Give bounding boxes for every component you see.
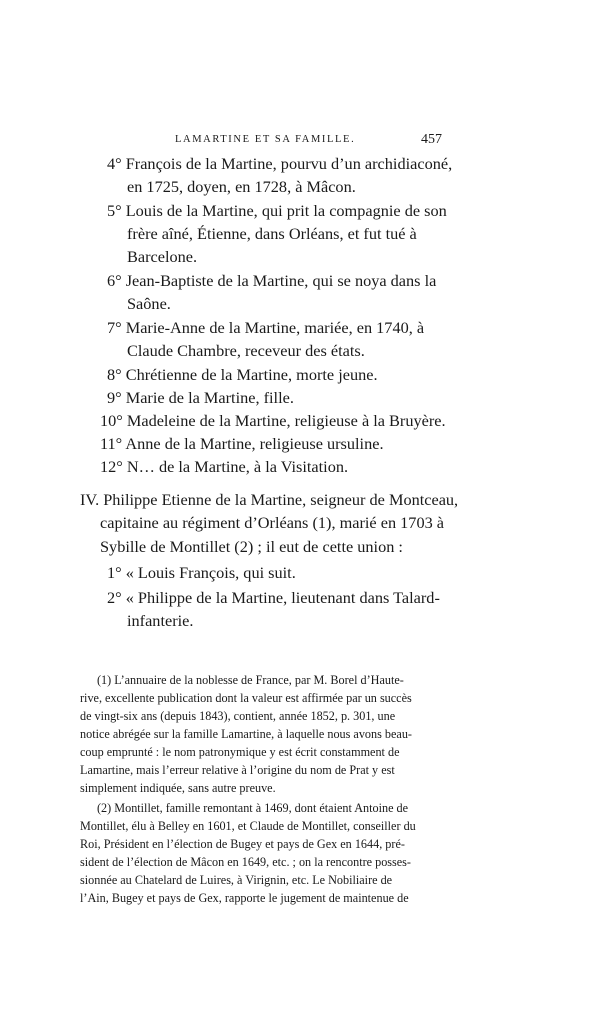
footnote-1-line-7: simplement indiquée, sans autre preuve. xyxy=(80,781,276,795)
generation-iv-line-3: Sybille de Montillet (2) ; il eut de cette union : xyxy=(100,537,403,556)
generation-iv-child-1: 1° « Louis François, qui suit. xyxy=(107,563,296,582)
generation-iv-child-2-line-1: 2° « Philippe de la Martine, lieutenant dans Talard- xyxy=(107,588,440,607)
footnote-2-line-5: sionnée au Chatelard de Luires, à Virignin, etc. Le Nobiliaire de xyxy=(80,873,393,887)
page-number: 457 xyxy=(421,132,442,147)
list-item-6-line-2: Saône. xyxy=(127,294,171,313)
list-item-5-line-2: frère aîné, Étienne, dans Orléans, et fut tué à xyxy=(127,224,417,243)
list-item-4-line-1: 4° François de la Martine, pourvu d’un archidiaconé, xyxy=(107,154,453,173)
footnote-2-line-6: l’Ain, Bugey et pays de Gex, rapporte le jugement de maintenue de xyxy=(80,891,409,905)
list-item-4-line-2: en 1725, doyen, en 1728, à Mâcon. xyxy=(127,177,356,196)
footnote-1-line-3: de vingt-six ans (depuis 1843), contient, année 1852, p. 301, une xyxy=(80,709,396,723)
list-item-5-line-3: Barcelone. xyxy=(127,247,198,266)
list-item-10: 10° Madeleine de la Martine, religieuse à la Bruyère. xyxy=(100,411,446,430)
footnote-1-line-2: rive, excellente publication dont la valeur est affirmée par un succès xyxy=(80,691,412,705)
generation-iv-child-2-line-2: infanterie. xyxy=(127,611,194,630)
footnote-2-line-2: Montillet, élu à Belley en 1601, et Claude de Montillet, conseiller du xyxy=(80,819,416,833)
list-item-9: 9° Marie de la Martine, fille. xyxy=(107,388,294,407)
list-item-11: 11° Anne de la Martine, religieuse ursuline. xyxy=(100,434,384,453)
footnote-1-line-6: Lamartine, mais l’erreur relative à l’origine du nom de Prat y est xyxy=(80,763,395,777)
list-item-12: 12° N… de la Martine, à la Visitation. xyxy=(100,457,349,476)
footnote-2-line-3: Roi, Président en l’élection de Bugey et pays de Gex en 1644, pré- xyxy=(80,837,405,851)
footnote-2-line-4: sident de l’élection de Mâcon en 1649, etc. ; on la rencontre posses- xyxy=(80,855,411,869)
footnote-2-line-1: (2) Montillet, famille remontant à 1469, dont étaient Antoine de xyxy=(97,801,409,815)
footnote-1-line-4: notice abrégée sur la famille Lamartine, à laquelle nous avons beau- xyxy=(80,727,412,741)
footnote-1-line-1: (1) L’annuaire de la noblesse de France, par M. Borel d’Haute- xyxy=(97,673,404,687)
list-item-7-line-2: Claude Chambre, receveur des états. xyxy=(127,341,365,360)
list-item-6-line-1: 6° Jean-Baptiste de la Martine, qui se noya dans la xyxy=(107,271,437,290)
list-item-8: 8° Chrétienne de la Martine, morte jeune. xyxy=(107,365,378,384)
footnote-1-line-5: coup emprunté : le nom patronymique y est écrit constamment de xyxy=(80,745,400,759)
running-title: LAMARTINE ET SA FAMILLE. xyxy=(175,134,356,145)
generation-iv-line-2: capitaine au régiment d’Orléans (1), marié en 1703 à xyxy=(100,513,445,532)
generation-iv-line-1: IV. Philippe Etienne de la Martine, seigneur de Montceau, xyxy=(80,490,459,509)
list-item-7-line-1: 7° Marie-Anne de la Martine, mariée, en 1740, à xyxy=(107,318,425,337)
running-head xyxy=(0,134,600,150)
list-item-5-line-1: 5° Louis de la Martine, qui prit la compagnie de son xyxy=(107,201,447,220)
